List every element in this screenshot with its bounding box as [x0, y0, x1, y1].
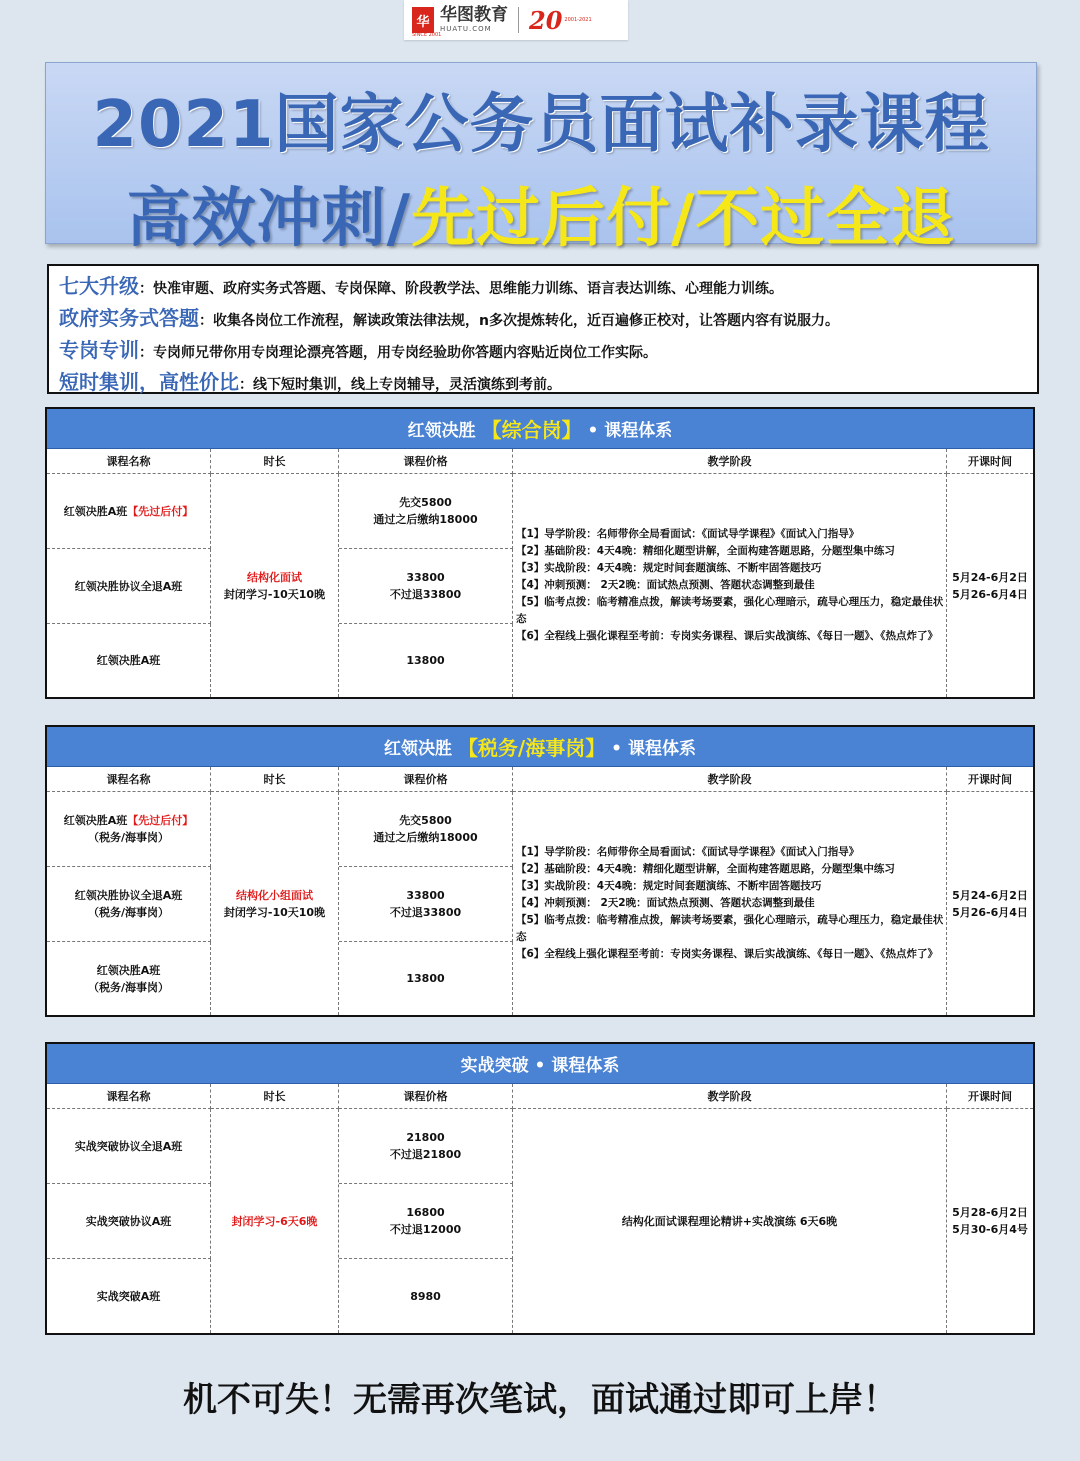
course-post: （税务/海事岗）	[87, 980, 170, 994]
stage-line: 【5】临考点拨：临考精准点拨，解读考场要素，强化心理暗示，疏导心理压力，稳定最佳状态	[516, 914, 944, 943]
course-table-practical	[45, 1042, 1035, 1335]
table-title-post: • 课程体系	[587, 421, 673, 441]
duration-type: 结构化面试	[247, 570, 302, 584]
intro-text: ：专岗师兄带你用专岗理论漂亮答题，用专岗经验助你答题内容贴近岗位工作实际。	[139, 345, 657, 361]
logo-divider	[518, 7, 519, 33]
header-duration: 时长	[211, 767, 339, 792]
price-cell	[339, 792, 513, 867]
stage-line: 【6】全程线上强化课程至考前：专岗实务课程、课后实战演练、《每日一题》、《热点炸了》	[516, 948, 939, 960]
header-course-name: 课程名称	[47, 1084, 211, 1109]
price-sub: 通过之后缴纳18000	[373, 513, 478, 526]
table-title	[47, 409, 1033, 449]
stage-line: 【3】实战阶段：4天4晚：规定时间套题演练、不断牢固答题技巧	[516, 562, 822, 574]
header-price: 课程价格	[339, 1084, 513, 1109]
table-title-text: 实战突破 • 课程体系	[460, 1056, 620, 1076]
header-stages: 教学阶段	[513, 767, 947, 792]
table-grid	[47, 767, 1033, 1015]
table-title-pre: 红领决胜	[407, 421, 476, 441]
intro-text: ：快准审题、政府实务式答题、专岗保障、阶段教学法、思维能力训练、语言表达训练、心理能力训练。	[139, 281, 783, 297]
intro-key: 专岗专训	[59, 338, 139, 362]
logo-since: SINCE 2001	[412, 32, 442, 38]
header-start-date: 开课时间	[947, 1084, 1033, 1109]
course-name: 实战突破A班	[96, 1289, 161, 1303]
course-post: （税务/海事岗）	[87, 831, 170, 844]
course-name: 实战突破协议A班	[85, 1214, 172, 1228]
table-title-highlight: 【税务/海事岗】	[457, 736, 606, 760]
course-name-cell	[47, 624, 211, 697]
intro-key: 短时集训，高性价比	[59, 370, 239, 394]
price-main: 33800	[406, 889, 445, 902]
stage-line: 【3】实战阶段：4天4晚：规定时间套题演练、不断牢固答题技巧	[516, 880, 822, 892]
header-course-name: 课程名称	[47, 449, 211, 474]
price-cell	[339, 624, 513, 697]
course-name-cell	[47, 549, 211, 624]
table-grid	[47, 449, 1033, 697]
price-main: 13800	[406, 654, 445, 667]
stages-cell	[513, 474, 947, 697]
start-date: 5月24-6月2日	[952, 570, 1028, 584]
duration-cell	[211, 474, 339, 697]
price-sub: 不过退12000	[389, 1223, 462, 1236]
course-name: 红领决胜A班	[63, 504, 128, 518]
course-name-cell	[47, 792, 211, 867]
logo-name-cn: 华图教育	[440, 5, 508, 25]
course-name: 实战突破协议全退A班	[74, 1139, 183, 1153]
anniversary-years: 2001-2021	[564, 17, 592, 23]
intro-row	[59, 304, 1027, 336]
stage-line: 【2】基础阶段：4天4晚：精细化题型讲解，全面构建答题思路，分题型集中练习	[516, 545, 895, 557]
table-title-post: • 课程体系	[611, 739, 696, 759]
price-cell	[339, 1109, 513, 1184]
course-name: 红领决胜A班	[96, 654, 161, 667]
price-main: 16800	[406, 1206, 445, 1219]
title-banner	[45, 62, 1037, 256]
stages-cell	[513, 1109, 947, 1333]
intro-text: ：线下短时集训，线上专岗辅导，灵活演练到考前。	[239, 377, 561, 393]
header-price: 课程价格	[339, 767, 513, 792]
price-main: 33800	[406, 571, 445, 584]
price-sub: 不过退21800	[389, 1148, 462, 1161]
banner-line2	[46, 167, 1036, 259]
duration-cell	[211, 1109, 339, 1333]
header-price: 课程价格	[339, 449, 513, 474]
start-date: 5月26-6月4日	[952, 905, 1028, 919]
start-date: 5月28-6月2日	[952, 1206, 1028, 1219]
stage-line: 【4】冲刺预测： 2天2晚：面试热点预测、答题状态调整到最佳	[516, 579, 815, 591]
intro-row	[59, 336, 1027, 368]
duration-text: 封闭学习-10天10晚	[223, 905, 326, 919]
course-post: （税务/海事岗）	[87, 906, 170, 919]
table-title-pre: 红领决胜	[384, 739, 453, 759]
start-date-cell	[947, 792, 1033, 1015]
table-title	[47, 1044, 1033, 1084]
anniversary-20-icon: 20	[529, 5, 563, 35]
price-cell	[339, 549, 513, 624]
duration-type: 结构化小组面试	[236, 888, 313, 902]
intro-row	[59, 272, 1027, 304]
price-main: 先交5800	[399, 496, 452, 509]
header-stages: 教学阶段	[513, 1084, 947, 1109]
footer-slogan: 机不可失！无需再次笔试，面试通过即可上岸！	[183, 1380, 897, 1420]
start-date-cell	[947, 1109, 1033, 1333]
course-name-cell	[47, 1259, 211, 1333]
huatu-logo-icon: 华	[412, 7, 434, 33]
price-sub: 不过退33800	[389, 588, 462, 601]
price-cell	[339, 474, 513, 549]
course-name: 红领决胜协议全退A班	[74, 889, 183, 902]
course-table-general	[45, 407, 1035, 699]
price-cell	[339, 867, 513, 942]
price-sub: 通过之后缴纳18000	[373, 831, 478, 844]
header-start-date: 开课时间	[947, 449, 1033, 474]
price-cell	[339, 942, 513, 1015]
stage-line: 【6】全程线上强化课程至考前：专岗实务课程、课后实战演练、《每日一题》、《热点炸了》	[516, 630, 939, 642]
intro-box	[47, 264, 1039, 394]
banner-line2-part1: 高效冲刺/	[126, 182, 411, 256]
stage-line: 【2】基础阶段：4天4晚：精细化题型讲解，全面构建答题思路，分题型集中练习	[516, 863, 895, 875]
duration-cell	[211, 792, 339, 1015]
header-start-date: 开课时间	[947, 767, 1033, 792]
stage-line: 结构化面试课程理论精讲+实战演练 6天6晚	[621, 1214, 838, 1228]
intro-key: 政府实务式答题	[59, 306, 199, 330]
price-sub: 不过退33800	[389, 906, 462, 919]
course-name-cell	[47, 474, 211, 549]
price-cell	[339, 1184, 513, 1259]
course-name-cell	[47, 1184, 211, 1259]
price-cell	[339, 1259, 513, 1333]
brand-logo	[404, 0, 628, 40]
duration-text: 封闭学习-10天10晚	[223, 587, 326, 601]
stages-cell	[513, 792, 947, 1015]
header-course-name: 课程名称	[47, 767, 211, 792]
table-grid	[47, 1084, 1033, 1333]
price-main: 13800	[406, 972, 445, 985]
logo-domain: HUATU.COM	[440, 25, 492, 33]
header-duration: 时长	[211, 1084, 339, 1109]
start-date: 5月26-6月4日	[952, 587, 1028, 601]
price-main: 先交5800	[399, 814, 452, 827]
table-title-highlight: 【综合岗】	[481, 418, 582, 442]
course-name-cell	[47, 1109, 211, 1184]
stage-line: 【5】临考点拨：临考精准点拨，解读考场要素，强化心理暗示，疏导心理压力，稳定最佳状态	[516, 596, 944, 625]
logo-name	[440, 7, 508, 33]
course-name-cell	[47, 942, 211, 1015]
course-name-tag: 【先过后付】	[127, 504, 194, 518]
start-date: 5月24-6月2日	[952, 888, 1028, 902]
price-main: 8980	[410, 1289, 441, 1303]
table-title	[47, 727, 1033, 767]
banner-line1: 2021国家公务员面试补录课程	[92, 88, 990, 162]
price-main: 21800	[406, 1131, 445, 1144]
course-name: 红领决胜A班	[96, 963, 161, 977]
stage-line: 【4】冲刺预测： 2天2晚：面试热点预测、答题状态调整到最佳	[516, 897, 815, 909]
course-name-tag: 【先过后付】	[127, 814, 194, 827]
stage-line: 【1】导学阶段：名师带你全局看面试：《面试导学课程》《面试入门指导》	[516, 528, 860, 540]
course-name: 红领决胜协议全退A班	[74, 579, 183, 593]
start-date-cell	[947, 474, 1033, 697]
course-name: 红领决胜A班	[63, 814, 128, 827]
header-stages: 教学阶段	[513, 449, 947, 474]
intro-row	[59, 368, 1027, 400]
header-duration: 时长	[211, 449, 339, 474]
intro-key: 七大升级	[59, 274, 139, 298]
course-table-tax-maritime	[45, 725, 1035, 1017]
intro-text: ：收集各岗位工作流程，解读政策法律法规，n多次提炼转化，近百遍修正校对，让答题内容有说服力。	[199, 313, 839, 329]
banner-line2-part2: 先过后付/不过全退	[411, 182, 956, 256]
stage-line: 【1】导学阶段：名师带你全局看面试：《面试导学课程》《面试入门指导》	[516, 846, 860, 858]
start-date: 5月30-6月4号	[952, 1223, 1028, 1236]
course-name-cell	[47, 867, 211, 942]
duration-type: 封闭学习-6天6晚	[231, 1214, 318, 1228]
